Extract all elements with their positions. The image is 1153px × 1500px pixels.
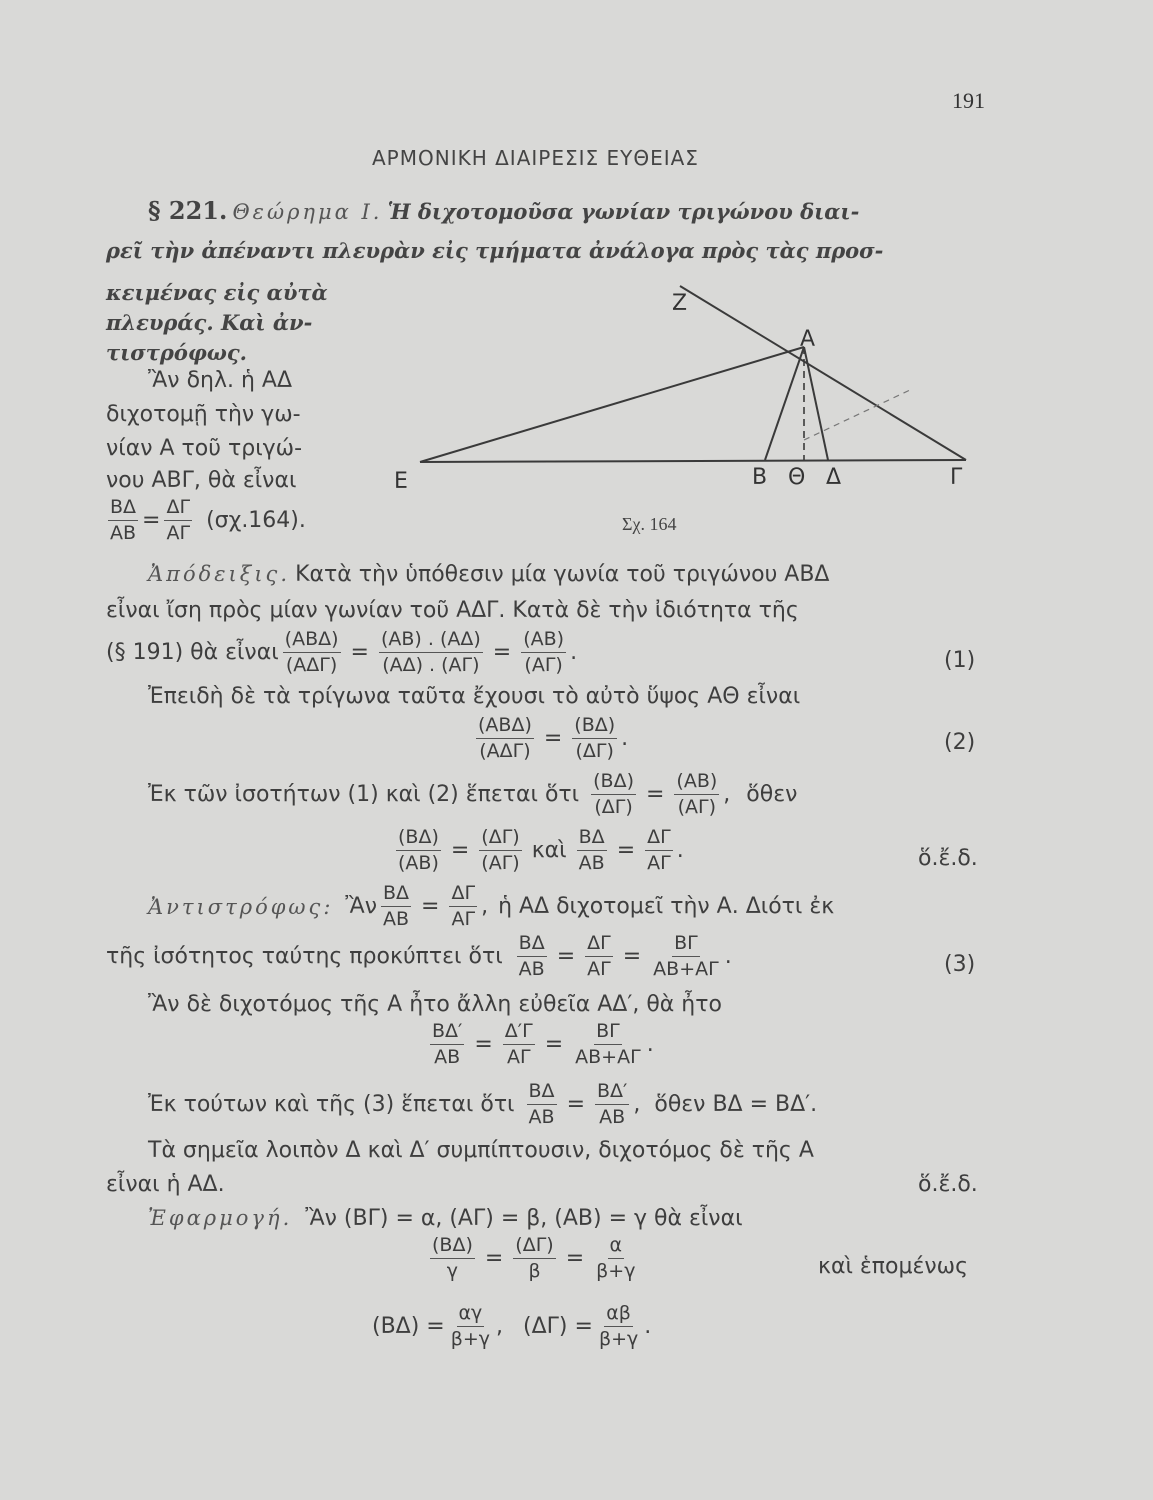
page-number: 191 [952, 88, 985, 113]
equation-1: (§ 191) θὰ εἶναι $\frac{\text{(ΑΒΔ)}}{\text{(ΑΔΓ)}}$ = $\frac{(AB) . (A\Delta)}{(A\Delta) . (A\Gamma)}$ = $\frac{(AB)}{(A\Gamma)}$ . [106, 628, 578, 676]
equation-tag-2: (2) [944, 730, 976, 755]
theorem-text-4: πλευράς. Καὶ ἀν- [106, 310, 313, 335]
line-EG [420, 460, 966, 462]
intro-line-3: νίαν Α τοῦ τριγώ- [106, 436, 303, 461]
equation-tail: ὅθεν [746, 782, 798, 807]
proof-line-3: Ἐπειδὴ δὲ τὰ τρίγωνα ταῦτα ἔχουσι τὸ αὐτὸ ὕψος ΑΘ εἶναι [148, 684, 801, 709]
fraction: $\frac{\text{(ΑΒΔ)}}{\text{(ΑΔΓ)}}$ [478, 714, 532, 762]
theorem-text-1: Ἡ διχοτομοῦσα γωνίαν τριγώνου διαι- [387, 199, 860, 224]
converse-line-3: Ἂν δὲ διχοτόμος τῆς Α ἦτο ἄλλη εὐθεῖα ΑΔ′, θὰ ἦτο [148, 992, 722, 1017]
intro-equation [104, 498, 306, 543]
figure-reference: (σχ.164). [206, 508, 306, 533]
application-lead: Ἂν (ΒΓ) = α, (ΑΓ) = β, (ΑΒ) = γ θὰ εἶναι [305, 1206, 743, 1231]
fraction: $\frac{B\Delta}{AB}$ [110, 496, 137, 544]
label-A: Α [800, 327, 816, 352]
equation-6: $\frac{(B\Delta)}{\gamma}$ = $\frac{(\Delta\Gamma)}{\beta}$ = $\frac{\alpha}{\beta+\gamma}$ [432, 1234, 636, 1282]
fraction: $\frac{B\Gamma}{AB+A\Gamma}$ [575, 1020, 641, 1068]
converse-tail-4: ὅθεν ΒΔ = ΒΔ′. [654, 1092, 818, 1117]
label-D: Δ [826, 465, 842, 490]
converse-line-5: Τὰ σημεῖα λοιπὸν Δ καὶ Δ′ συμπίπτουσιν, διχοτόμος δὲ τῆς Α [148, 1138, 814, 1163]
converse-line-2: τῆς ἰσότητος ταύτης προκύπτει ὅτι $\frac{B\Delta}{AB}$ = $\frac{\Delta\Gamma}{A\Gamma}$ = $\frac{B\Gamma}{AB+A\Gamma}$ . [106, 932, 732, 980]
proof-label: Ἀπόδειξις. [148, 562, 290, 586]
proof-line-1 [148, 562, 830, 587]
fraction: $\frac{B\Delta}{AB}$ [518, 932, 545, 980]
equation-lead: Ἐκ τῶν ἰσοτήτων (1) καὶ (2) ἕπεται ὅτι [148, 782, 580, 807]
theorem-text-3: κειμένας εἰς αὐτὰ [106, 280, 328, 305]
application-label: Ἐφαρμογή. [148, 1206, 293, 1230]
equation-3: Ἐκ τῶν ἰσοτήτων (1) καὶ (2) ἕπεται ὅτι $\frac{(B\Delta)}{(\Delta\Gamma)}$ = $\frac{(AB)}{(A\Gamma)}$ , ὅθεν [148, 770, 798, 818]
equation-2: $\frac{\text{(ΑΒΔ)}}{\text{(ΑΔΓ)}}$ = $\frac{(B\Delta)}{(\Delta\Gamma)}$ . [478, 714, 629, 762]
section-number: § 221. [148, 196, 228, 225]
label-Z: Ζ [672, 291, 688, 316]
intro-line-1: Ἂν δηλ. ἡ ΑΔ [148, 368, 293, 393]
theorem-line-1 [148, 196, 859, 225]
fraction: $\frac{(\Delta\Gamma)}{\beta}$ [515, 1234, 554, 1282]
figure-caption: Σχ. 164 [622, 514, 677, 534]
fraction: $\frac{B\Gamma}{AB+A\Gamma}$ [653, 932, 719, 980]
line-AB [765, 347, 804, 460]
converse-lead-2: τῆς ἰσότητος ταύτης προκύπτει ὅτι [106, 944, 503, 969]
fraction: $\frac{\Delta\Gamma}{A\Gamma}$ [587, 932, 611, 980]
label-Theta: Θ [788, 465, 806, 490]
figure-164 [380, 270, 1000, 550]
fraction: $\frac{\Delta\Gamma}{A\Gamma}$ [166, 496, 191, 544]
converse-line-4: Ἐκ τούτων καὶ τῆς (3) ἕπεται ὅτι $\frac{B\Delta}{AB}$ = $\frac{B\Delta'}{AB}$ , ὅθεν ΒΔ = ΒΔ′. [148, 1080, 818, 1128]
fraction: $\frac{\Delta'\Gamma}{A\Gamma}$ [504, 1020, 533, 1068]
application-line-1 [148, 1206, 743, 1231]
intro-line-4: νου ΑΒΓ, θὰ εἶναι [106, 468, 297, 493]
theorem-label: Θεώρημα I. [232, 200, 383, 224]
proof-line-2: εἶναι ἴση πρὸς μίαν γωνίαν τοῦ ΑΔΓ. Κατὰ δὲ τὴν ἰδιότητα τῆς [106, 598, 799, 623]
converse-line-6: εἶναι ἡ ΑΔ. [106, 1172, 225, 1197]
converse-lead: Ἂν [345, 894, 377, 919]
converse-line-1: Ἀντιστρόφως: Ἂν $\frac{B\Delta}{AB}$ = $\frac{\Delta\Gamma}{A\Gamma}$ , ἡ ΑΔ διχοτομεῖ τὴν Α. Διότι ἐκ [148, 882, 835, 930]
qed-2: ὅ.ἔ.δ. [918, 1172, 978, 1197]
converse-tail: ἡ ΑΔ διχοτομεῖ τὴν Α. Διότι ἐκ [498, 894, 835, 919]
result-lead-2: (ΔΓ) = [523, 1314, 593, 1339]
fraction: $\frac{\alpha\beta}{\beta+\gamma}$ [598, 1302, 639, 1350]
fraction: $\frac{B\Delta}{AB}$ [578, 826, 605, 874]
theorem-text-5: τιστρόφως. [106, 340, 247, 365]
fraction: $\frac{(B\Delta)}{(\Delta\Gamma)}$ [574, 714, 616, 762]
equation-5: $\frac{B\Delta'}{AB}$ = $\frac{\Delta'\Gamma}{A\Gamma}$ = $\frac{B\Gamma}{AB+A\Gamma}$ . [432, 1020, 654, 1068]
fraction: $\frac{\Delta\Gamma}{A\Gamma}$ [451, 882, 476, 930]
equation-4: $\frac{(B\Delta)}{(AB)}$ = $\frac{(\Delta\Gamma)}{(A\Gamma)}$ καὶ $\frac{B\Delta}{AB}$ = $\frac{\Delta\Gamma}{A\Gamma}$ . [398, 826, 684, 874]
fraction: $\frac{(B\Delta)}{\gamma}$ [432, 1234, 473, 1282]
equation-tag-3: (3) [944, 952, 976, 977]
qed-1: ὅ.ἔ.δ. [918, 846, 978, 871]
equals: = [142, 508, 161, 533]
fraction: $\frac{(AB) . (A\Delta)}{(A\Delta) . (A\Gamma)}$ [380, 628, 481, 676]
fraction: $\frac{B\Delta'}{AB}$ [597, 1080, 628, 1128]
equation-lead: (§ 191) θὰ εἶναι [106, 640, 279, 665]
faint-dashed-line [804, 390, 910, 440]
equation-7: (ΒΔ) = $\frac{\alpha\gamma}{\beta+\gamma}$ , (ΔΓ) = $\frac{\alpha\beta}{\beta+\gamma}$ . [372, 1302, 652, 1350]
fraction: $\frac{(AB)}{(A\Gamma)}$ [523, 628, 565, 676]
fraction: $\frac{(\Delta\Gamma)}{(A\Gamma)}$ [481, 826, 520, 874]
converse-label: Ἀντιστρόφως: [148, 894, 334, 919]
fraction: $\frac{\alpha\gamma}{\beta+\gamma}$ [450, 1302, 491, 1350]
converse-lead-4: Ἐκ τούτων καὶ τῆς (3) ἕπεται ὅτι [148, 1092, 515, 1117]
fraction: $\frac{(B\Delta)}{(\Delta\Gamma)}$ [593, 770, 634, 818]
result-lead-1: (ΒΔ) = [372, 1314, 445, 1339]
label-G: Γ [950, 465, 963, 490]
equation-tag-1: (1) [944, 648, 976, 673]
fraction: $\frac{(B\Delta)}{(AB)}$ [398, 826, 439, 874]
line-EA [420, 347, 804, 462]
fraction: $\frac{\text{(ΑΒΔ)}}{\text{(ΑΔΓ)}}$ [284, 628, 339, 676]
consequently-text: καὶ ἑπομένως [818, 1254, 969, 1279]
fraction: $\frac{B\Delta'}{AB}$ [432, 1020, 463, 1068]
fraction: $\frac{B\Delta}{AB}$ [382, 882, 410, 930]
fraction: $\frac{\alpha}{\beta+\gamma}$ [596, 1234, 636, 1282]
running-title: ΑΡΜΟΝΙΚΗ ΔΙΑΙΡΕΣΙΣ ΕΥΘΕΙΑΣ [372, 146, 699, 170]
line-AD [804, 347, 828, 460]
conjunction: καὶ [531, 838, 567, 863]
fraction: $\frac{\Delta\Gamma}{A\Gamma}$ [647, 826, 671, 874]
label-B: Β [752, 465, 768, 490]
intro-line-2: διχοτομῇ τὴν γω- [106, 402, 301, 427]
theorem-text-2: ρεῖ τὴν ἀπέναντι πλευρὰν εἰς τμήματα ἀνάλογα πρὸς τὰς προσ- [106, 238, 884, 263]
fraction: $\frac{B\Delta}{AB}$ [528, 1080, 555, 1128]
label-E: Ε [394, 469, 408, 494]
fraction: $\frac{(AB)}{(A\Gamma)}$ [676, 770, 718, 818]
proof-text: Κατὰ τὴν ὑπόθεσιν μία γωνία τοῦ τριγώνου ΑΒΔ [295, 562, 830, 587]
